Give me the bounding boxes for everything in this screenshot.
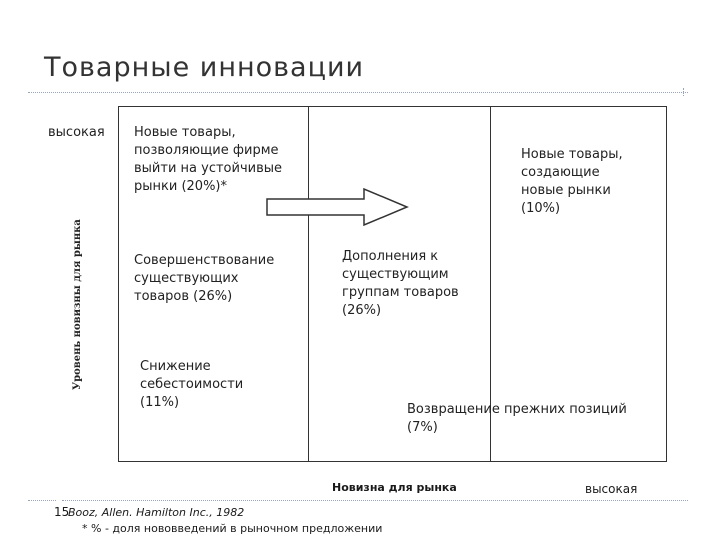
cell-improvement	[134, 252, 274, 306]
title-divider	[28, 92, 688, 93]
decorative-corner	[683, 88, 692, 96]
cell-line: (7%)	[407, 420, 438, 435]
cell-line: выйти на устойчивые	[134, 161, 282, 176]
cell-new-stable-markets	[134, 124, 282, 196]
y-axis-high-label: высокая	[48, 125, 105, 140]
cell-additions	[342, 248, 459, 320]
cell-line: группам товаров	[342, 285, 459, 300]
cell-line: Новые товары,	[521, 147, 623, 162]
cell-line: (26%)	[342, 303, 382, 318]
x-axis-label: Новизна для рынка	[332, 481, 457, 494]
cell-line: создающие	[521, 165, 600, 180]
cell-new-markets	[521, 146, 623, 218]
cell-line: позволяющие фирме	[134, 143, 279, 158]
cell-line: новые рынки	[521, 183, 611, 198]
decorative-corner	[28, 500, 56, 513]
source-citation: Booz, Allen. Hamilton Inc., 1982	[68, 506, 245, 519]
cell-line: товаров (26%)	[134, 289, 233, 304]
x-axis-high-label: высокая	[585, 482, 638, 496]
cell-line: существующим	[342, 267, 449, 282]
matrix-divider-left	[308, 106, 309, 462]
cell-line: Совершенствование	[134, 253, 275, 268]
cell-line: Снижение	[140, 359, 211, 374]
cell-line: Новые товары,	[134, 125, 236, 140]
page-number: 15	[54, 505, 70, 519]
cell-cost-reduction	[140, 358, 243, 412]
cell-line: себестоимости	[140, 377, 244, 392]
y-axis-label: Уровень новизны для рынка	[72, 219, 83, 390]
cell-repositioning	[407, 401, 627, 437]
cell-line: Возвращение прежних позиций	[407, 402, 627, 417]
footer-divider	[62, 500, 688, 501]
transition-arrow-icon	[266, 188, 412, 226]
page-title: Товарные инновации	[44, 52, 365, 83]
cell-line: Дополнения к	[342, 249, 439, 264]
cell-line: существующих	[134, 271, 239, 286]
cell-line: рынки (20%)*	[134, 179, 227, 194]
cell-line: (11%)	[140, 395, 180, 410]
cell-line: (10%)	[521, 201, 561, 216]
footnote: * % - доля нововведений в рыночном предложении	[82, 522, 383, 535]
